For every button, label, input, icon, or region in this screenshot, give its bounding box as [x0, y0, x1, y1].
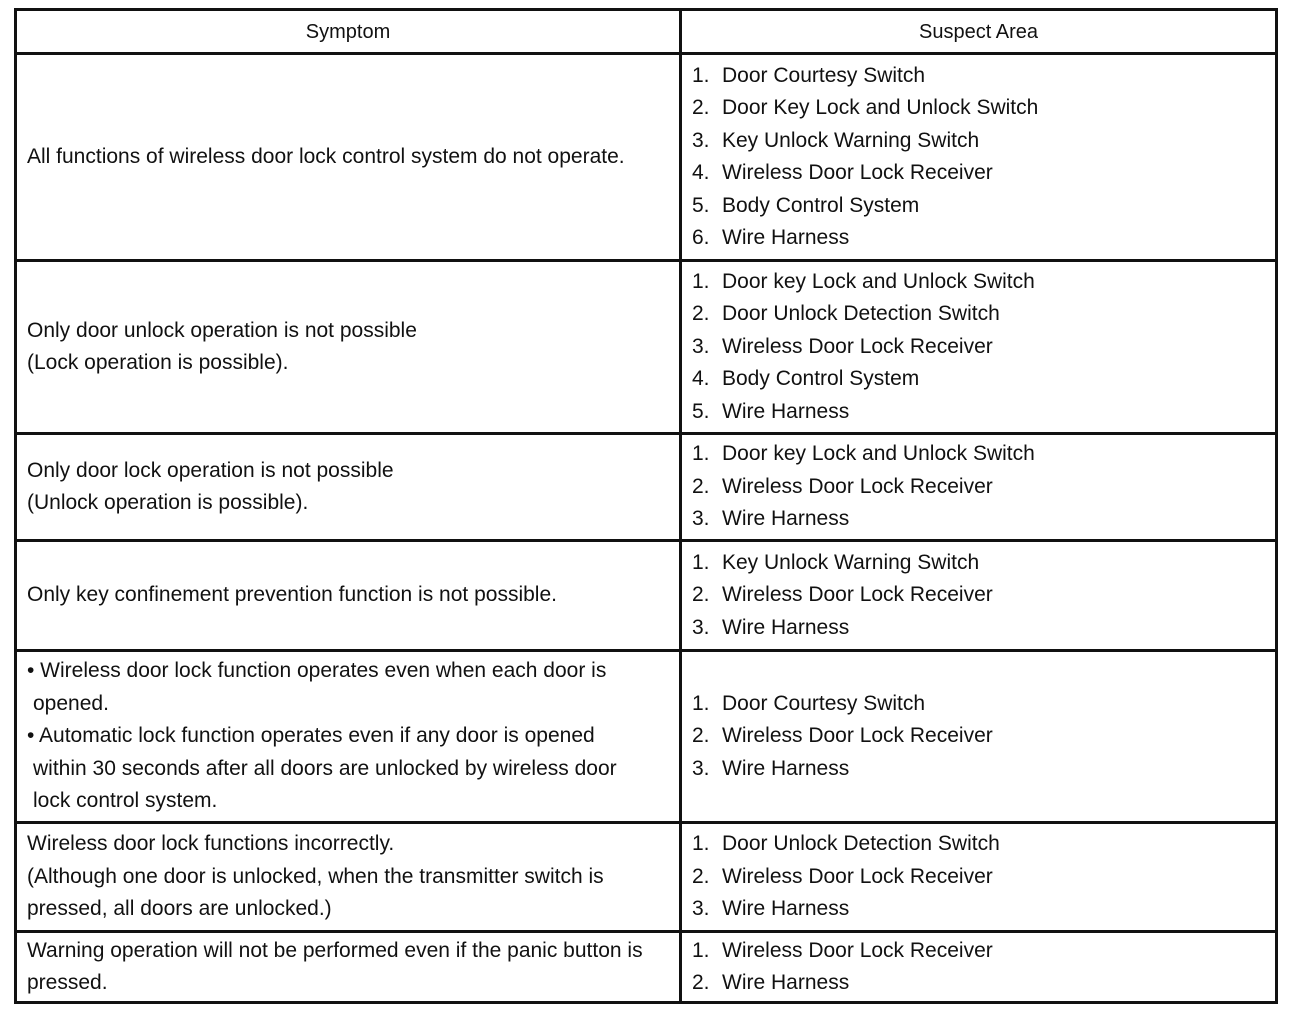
- item-number: 2.: [692, 583, 710, 607]
- item-number: 1.: [692, 550, 710, 574]
- symptom-line: Only door unlock operation is not possible: [27, 318, 417, 342]
- symptom-cell: [17, 435, 682, 539]
- item-text: Wireless Door Lock Receiver: [722, 724, 993, 748]
- suspect-cell: [682, 435, 1275, 539]
- suspect-cell: [682, 933, 1275, 1001]
- item-number: 2.: [692, 971, 710, 994]
- symptom-line: lock control system.: [33, 789, 218, 813]
- item-text: Wireless Door Lock Receiver: [722, 938, 993, 962]
- item-text: Door key Lock and Unlock Switch: [722, 442, 1035, 466]
- suspect-cell: [682, 262, 1275, 432]
- symptom-line: Wireless door lock functions incorrectly.: [27, 832, 395, 856]
- suspect-cell: [682, 55, 1275, 259]
- item-text: Wire Harness: [722, 226, 850, 249]
- suspect-cell: [682, 542, 1275, 649]
- item-text: Wire Harness: [722, 756, 850, 780]
- list-item: [692, 893, 1265, 926]
- header-suspect-label: Suspect Area: [919, 20, 1038, 43]
- item-text: Wire Harness: [722, 399, 850, 423]
- table-header-row: [17, 11, 1275, 52]
- item-number: 5.: [692, 193, 710, 217]
- item-text: Door key Lock and Unlock Switch: [722, 269, 1035, 293]
- symptom-cell: [17, 55, 682, 259]
- item-text: Body Control System: [722, 193, 920, 217]
- symptom-line: Warning operation will not be performed even if the panic button is: [27, 938, 643, 962]
- list-item: [692, 125, 1265, 158]
- item-number: 1.: [692, 269, 710, 293]
- table-row: [17, 930, 1275, 1001]
- symptom-line: • Automatic lock function operates even if any door is opened: [27, 724, 595, 748]
- symptom-line: All functions of wireless door lock control system do not operate.: [27, 144, 625, 168]
- list-item: [692, 363, 1265, 396]
- header-symptom: [17, 11, 682, 52]
- symptom-line: (Although one door is unlocked, when the transmitter switch is: [27, 864, 604, 888]
- symptom-cell: [17, 652, 682, 821]
- item-number: 2.: [692, 302, 710, 326]
- item-text: Wire Harness: [722, 507, 850, 531]
- item-text: Wireless Door Lock Receiver: [722, 161, 993, 184]
- item-number: 3.: [692, 615, 710, 639]
- symptom-line: pressed, all doors are unlocked.): [27, 897, 332, 921]
- list-item: [692, 720, 1265, 753]
- list-item: [692, 222, 1265, 255]
- list-item: [692, 266, 1265, 299]
- item-number: 1.: [692, 442, 710, 466]
- table-row: [17, 821, 1275, 930]
- table-row: [17, 432, 1275, 539]
- symptom-cell: [17, 824, 682, 930]
- suspect-cell: [682, 824, 1275, 930]
- item-number: 5.: [692, 399, 710, 423]
- item-text: Wireless Door Lock Receiver: [722, 474, 993, 498]
- item-number: 3.: [692, 507, 710, 531]
- item-text: Wire Harness: [722, 615, 850, 639]
- symptom-table: [14, 8, 1278, 1004]
- item-text: Wire Harness: [722, 897, 850, 921]
- header-symptom-label: Symptom: [305, 20, 391, 43]
- symptom-line: • Wireless door lock function operates even when each door is: [27, 659, 607, 683]
- table-row: [17, 649, 1275, 821]
- item-text: Wireless Door Lock Receiver: [722, 864, 993, 888]
- symptom-cell: [17, 933, 682, 1001]
- list-item: [692, 471, 1265, 504]
- symptom-cell: [17, 262, 682, 432]
- symptom-line: opened.: [33, 691, 109, 715]
- list-item: [692, 579, 1265, 612]
- item-number: 1.: [692, 63, 710, 87]
- list-item: [692, 396, 1265, 429]
- item-number: 4.: [692, 161, 710, 184]
- list-item: [692, 92, 1265, 125]
- symptom-line: pressed.: [27, 971, 108, 994]
- list-item: [692, 935, 1265, 968]
- list-item: [692, 688, 1265, 721]
- table-row: [17, 539, 1275, 649]
- header-suspect-area: [682, 11, 1275, 52]
- list-item: [692, 828, 1265, 861]
- list-item: [692, 861, 1265, 894]
- item-text: Door Courtesy Switch: [722, 691, 926, 715]
- item-number: 3.: [692, 897, 710, 921]
- item-number: 2.: [692, 864, 710, 888]
- item-text: Body Control System: [722, 367, 920, 391]
- item-number: 2.: [692, 474, 710, 498]
- item-text: Wire Harness: [722, 971, 850, 994]
- item-number: 4.: [692, 367, 710, 391]
- symptom-cell: [17, 542, 682, 649]
- symptom-line: Only key confinement prevention function is not possible.: [27, 583, 557, 607]
- list-item: [692, 547, 1265, 580]
- table-row: [17, 52, 1275, 259]
- list-item: [692, 157, 1265, 190]
- list-item: [692, 190, 1265, 223]
- item-text: Door Unlock Detection Switch: [722, 302, 1000, 326]
- list-item: [692, 298, 1265, 331]
- item-number: 3.: [692, 128, 710, 152]
- symptom-line: within 30 seconds after all doors are unlocked by wireless door: [33, 756, 617, 780]
- item-text: Door Courtesy Switch: [722, 63, 926, 87]
- item-number: 6.: [692, 226, 710, 249]
- item-text: Key Unlock Warning Switch: [722, 550, 980, 574]
- symptom-line: (Lock operation is possible).: [27, 351, 289, 374]
- item-number: 1.: [692, 691, 710, 715]
- item-text: Door Key Lock and Unlock Switch: [722, 96, 1039, 119]
- item-text: Door Unlock Detection Switch: [722, 832, 1000, 856]
- item-number: 1.: [692, 938, 710, 962]
- item-number: 2.: [692, 724, 710, 748]
- suspect-cell: [682, 652, 1275, 821]
- item-number: 3.: [692, 334, 710, 358]
- symptom-line: (Unlock operation is possible).: [27, 491, 309, 514]
- item-number: 3.: [692, 756, 710, 780]
- list-item: [692, 753, 1265, 786]
- table-row: [17, 259, 1275, 432]
- item-text: Wireless Door Lock Receiver: [722, 334, 993, 358]
- item-number: 1.: [692, 832, 710, 856]
- list-item: [692, 503, 1265, 536]
- item-text: Key Unlock Warning Switch: [722, 128, 980, 152]
- list-item: [692, 612, 1265, 645]
- symptom-line: Only door lock operation is not possible: [27, 458, 394, 482]
- item-text: Wireless Door Lock Receiver: [722, 583, 993, 607]
- list-item: [692, 60, 1265, 93]
- item-number: 2.: [692, 96, 710, 119]
- list-item: [692, 967, 1265, 1000]
- list-item: [692, 438, 1265, 471]
- list-item: [692, 331, 1265, 364]
